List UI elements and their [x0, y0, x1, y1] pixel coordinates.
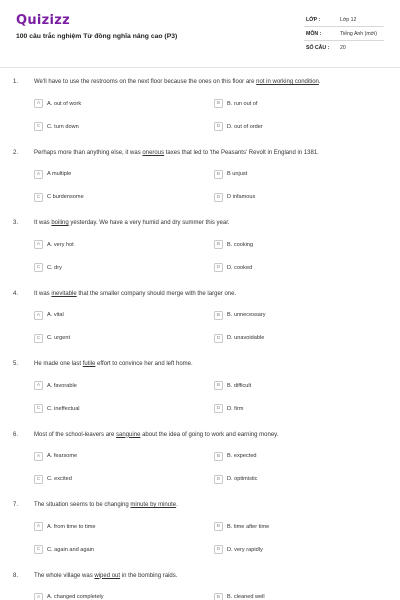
meta-divider [304, 40, 384, 41]
answer-option-a[interactable] [34, 311, 204, 321]
answer-option-d[interactable] [214, 545, 384, 555]
quizizz-logo: Quizizz [16, 13, 71, 28]
question-number: 4. [13, 290, 19, 297]
question-text-before: It was [34, 290, 52, 297]
option-letter-box: D [214, 193, 223, 202]
answer-option-c[interactable] [34, 545, 204, 555]
option-label: B. difficult [227, 382, 252, 389]
question-text-after: . [318, 79, 321, 85]
question-text-after: in the bombing raids. [120, 572, 178, 579]
question-text [34, 361, 384, 367]
option-label: C. ineffectual [47, 405, 80, 412]
question-item [0, 432, 400, 496]
option-label: A. vital [47, 312, 64, 318]
answer-option-c[interactable] [34, 193, 204, 203]
meta-class-label: LỚP : [306, 17, 321, 23]
answer-option-c[interactable] [34, 334, 204, 344]
meta-class-value: Lớp 12 [340, 17, 357, 23]
header-divider [0, 67, 400, 68]
option-label: B. cooking [227, 241, 254, 248]
question-text-before: We'll have to use the restrooms on the next floor because the ones on this floor are [34, 79, 257, 85]
option-letter-box: B [214, 381, 223, 390]
question-number: 5. [13, 361, 19, 367]
option-letter-box: C [34, 193, 43, 202]
answer-option-a[interactable] [34, 381, 204, 391]
question-text [34, 220, 384, 226]
meta-subject-value: Tiếng Anh (mới) [340, 31, 377, 37]
option-label: B. cleaned well [227, 594, 265, 600]
option-label: C. turn down [47, 123, 79, 130]
question-text [34, 432, 384, 438]
option-label: D. optimistic [227, 476, 258, 482]
answer-option-c[interactable] [34, 263, 204, 273]
option-label: B. run out of [227, 100, 258, 107]
option-label: A. from time to time [47, 523, 96, 530]
question-item [0, 573, 400, 600]
answer-option-b[interactable] [214, 381, 384, 391]
question-item [0, 79, 400, 143]
option-label: D. out of order [227, 123, 263, 130]
option-letter-box: A [34, 452, 43, 461]
answer-option-a[interactable] [34, 593, 204, 600]
answer-option-d[interactable] [214, 334, 384, 344]
underlined-term: inevitable [51, 290, 77, 297]
option-letter-box: A [34, 311, 43, 320]
option-label: A. very hot [47, 241, 74, 248]
option-label: C. again and again [47, 546, 94, 553]
answer-option-b[interactable] [214, 311, 384, 321]
answer-option-d[interactable] [214, 193, 384, 203]
question-item [0, 502, 400, 566]
option-label: A. favorable [47, 382, 77, 389]
question-item [0, 361, 400, 425]
meta-count-label: SỐ CÂU : [306, 45, 330, 51]
meta-divider [304, 26, 384, 27]
question-text-after: effort to convince her and left home. [95, 361, 193, 367]
answer-option-a[interactable] [34, 452, 204, 462]
underlined-term: sanguine [116, 431, 141, 438]
option-letter-box: D [214, 404, 223, 413]
answer-option-d[interactable] [214, 263, 384, 273]
question-number: 7. [13, 502, 19, 508]
question-number: 1. [13, 79, 19, 85]
answer-option-d[interactable] [214, 404, 384, 414]
option-letter-box: D [214, 334, 223, 343]
question-number: 2. [13, 149, 19, 156]
question-text-before: Most of the school-leavers are [34, 431, 117, 438]
answer-option-b[interactable] [214, 593, 384, 600]
option-label: A. fearsome [47, 453, 78, 459]
option-label: B. unnecessary [227, 312, 266, 318]
answer-option-b[interactable] [214, 522, 384, 532]
underlined-term: futile [82, 361, 96, 367]
meta-count-value: 20 [340, 45, 346, 51]
option-label: B. expected [227, 453, 257, 459]
answer-option-b[interactable] [214, 170, 384, 180]
question-text-before: He made one last [34, 361, 83, 367]
option-label: D. firm [227, 405, 244, 412]
option-letter-box: A [34, 381, 43, 390]
option-letter-box: B [214, 311, 223, 320]
option-letter-box: C [34, 263, 43, 272]
option-letter-box: D [214, 263, 223, 272]
option-letter-box: C [34, 334, 43, 343]
answer-option-c[interactable] [34, 404, 204, 414]
option-label: D infamous [227, 194, 256, 200]
option-label: D. very rapidly [227, 546, 263, 553]
option-label: D. unavoidable [227, 335, 265, 341]
answer-option-a[interactable] [34, 99, 204, 109]
underlined-term: minute by minute [130, 502, 177, 508]
question-number: 6. [13, 431, 19, 438]
question-text [34, 291, 384, 297]
question-text-before: The whole village was [34, 572, 95, 579]
option-letter-box: B [214, 99, 223, 108]
answer-option-b[interactable] [214, 99, 384, 109]
option-label: C. excited [47, 476, 72, 482]
answer-option-b[interactable] [214, 240, 384, 250]
question-text-before: Perhaps more than anything else, it was [34, 149, 143, 156]
option-letter-box: A [34, 240, 43, 249]
question-text-after: yesterday. We have a very humid and dry summer this year. [68, 220, 230, 226]
question-text-after: about the idea of going to work and earning money. [140, 431, 279, 438]
option-label: C. dry [47, 264, 62, 271]
question-item [0, 291, 400, 355]
option-letter-box: D [214, 475, 223, 484]
option-letter-box: C [34, 475, 43, 484]
option-letter-box: A [34, 99, 43, 108]
answer-option-a[interactable] [34, 240, 204, 250]
question-text-after: . [176, 502, 178, 508]
question-text [34, 502, 384, 508]
underlined-term: wiped out [94, 572, 121, 579]
option-letter-box: B [214, 452, 223, 461]
option-letter-box: D [214, 122, 223, 131]
question-number: 3. [13, 220, 19, 226]
option-letter-box: C [34, 404, 43, 413]
option-label: C. urgent [47, 335, 71, 341]
option-label: B. time after time [227, 523, 270, 530]
option-letter-box: A [34, 593, 43, 600]
question-text [34, 573, 384, 579]
option-letter-box: C [34, 122, 43, 131]
question-text [34, 79, 384, 85]
option-letter-box: B [214, 522, 223, 531]
answer-option-c[interactable] [34, 475, 204, 485]
answer-option-c[interactable] [34, 122, 204, 132]
question-text-before: It was [34, 220, 52, 226]
option-label: A. out of work [47, 100, 82, 107]
option-label: D. cooked [227, 264, 253, 271]
option-letter-box: C [34, 545, 43, 554]
question-item [0, 220, 400, 284]
underlined-term: not in working condition [256, 79, 319, 85]
answer-option-b[interactable] [214, 452, 384, 462]
answer-option-a[interactable] [34, 170, 204, 180]
option-label: C burdensome [47, 194, 84, 200]
meta-subject-label: MÔN : [306, 31, 322, 37]
option-letter-box: B [214, 240, 223, 249]
question-text-before: The situation seems to be changing [34, 502, 131, 508]
underlined-term: onerous [142, 149, 165, 156]
option-letter-box: A [34, 522, 43, 531]
answer-option-a[interactable] [34, 522, 204, 532]
worksheet-header [0, 0, 400, 68]
option-letter-box: B [214, 593, 223, 600]
answer-option-d[interactable] [214, 122, 384, 132]
question-text-after: taxes that led to 'the Peasants' Revolt in England in 1381. [164, 149, 319, 156]
worksheet-title: 100 câu trắc nghiệm Từ đồng nghĩa nâng cao (P3) [16, 33, 178, 40]
option-label: B unjust [227, 171, 248, 177]
option-letter-box: D [214, 545, 223, 554]
underlined-term: boiling [51, 220, 69, 226]
answer-option-d[interactable] [214, 475, 384, 485]
option-label: A multiple [47, 171, 72, 177]
question-text-after: that the smaller company should merge with the larger one. [76, 290, 237, 297]
question-text [34, 150, 384, 156]
option-label: A. changed completely [47, 594, 104, 600]
question-item [0, 150, 400, 214]
option-letter-box: B [214, 170, 223, 179]
question-number: 8. [13, 572, 19, 579]
option-letter-box: A [34, 170, 43, 179]
